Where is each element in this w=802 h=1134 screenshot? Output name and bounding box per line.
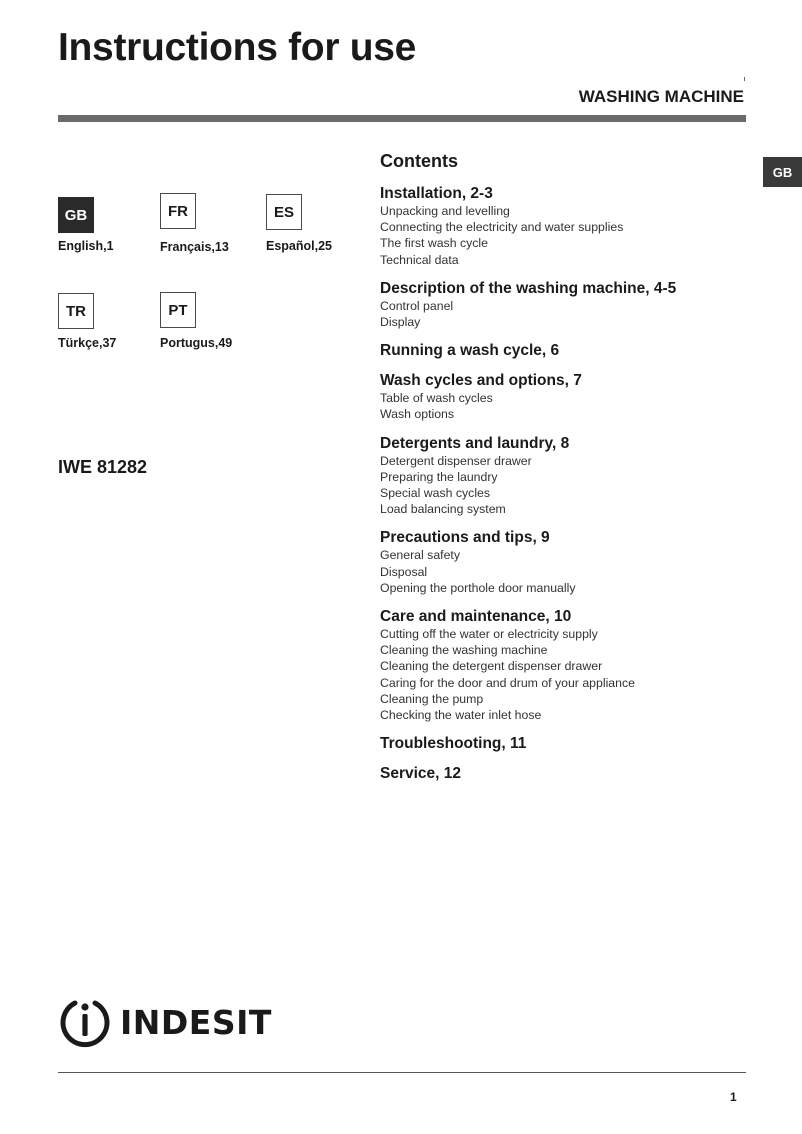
lang-label-pt: Portugus,49 <box>160 336 233 350</box>
toc-section-title[interactable]: Troubleshooting, 11 <box>380 735 527 753</box>
crop-mark <box>744 77 745 81</box>
toc-item[interactable]: The first wash cycle <box>380 236 488 251</box>
toc-section <box>380 528 740 596</box>
toc-item[interactable]: Technical data <box>380 252 459 267</box>
toc-item[interactable]: Special wash cycles <box>380 486 491 501</box>
toc-item[interactable]: Cleaning the washing machine <box>380 643 548 658</box>
lang-label-gb: English,1 <box>58 239 114 253</box>
toc-item[interactable]: Disposal <box>380 564 428 579</box>
toc-item[interactable]: Cleaning the detergent dispenser drawer <box>380 659 603 674</box>
toc-section <box>380 734 740 753</box>
toc-section-title[interactable]: Wash cycles and options, 7 <box>380 372 582 390</box>
toc-item[interactable]: Table of wash cycles <box>380 391 493 406</box>
toc-section <box>380 371 740 422</box>
toc-item[interactable]: Cleaning the pump <box>380 691 484 706</box>
toc-section <box>380 607 740 723</box>
lang-label-tr: Türkçe,37 <box>58 336 117 350</box>
footer-rule <box>58 1072 746 1073</box>
toc-item[interactable]: Connecting the electricity and water supplies <box>380 220 624 235</box>
toc-section-title[interactable]: Service, 12 <box>380 765 462 783</box>
language-side-tab[interactable]: GB <box>763 157 802 187</box>
toc-item[interactable]: Cutting off the water or electricity supply <box>380 627 598 642</box>
page-number: 1 <box>730 1090 737 1104</box>
toc-item[interactable]: General safety <box>380 548 460 563</box>
indesit-power-icon <box>58 995 112 1049</box>
toc-item[interactable]: Display <box>380 315 421 330</box>
toc-section <box>380 341 740 360</box>
brand-name: INDESIT <box>120 1002 272 1042</box>
toc-item[interactable]: Wash options <box>380 407 455 422</box>
toc-item[interactable]: Preparing the laundry <box>380 469 498 484</box>
toc-section-title[interactable]: Running a wash cycle, 6 <box>380 342 560 360</box>
toc-section-title[interactable]: Care and maintenance, 10 <box>380 608 572 626</box>
lang-box-fr[interactable]: FR <box>160 193 196 229</box>
page-title: Instructions for use <box>58 26 417 69</box>
toc-item[interactable]: Caring for the door and drum of your appliance <box>380 675 635 690</box>
toc-section-title[interactable]: Installation, 2-3 <box>380 185 493 202</box>
toc-item[interactable]: Opening the porthole door manually <box>380 580 576 595</box>
toc-item[interactable]: Unpacking and levelling <box>380 204 510 218</box>
lang-label-fr: Français,13 <box>160 240 229 254</box>
lang-box-tr[interactable]: TR <box>58 293 94 329</box>
toc-section-title[interactable]: Precautions and tips, 9 <box>380 529 550 547</box>
toc-section-title[interactable]: Detergents and laundry, 8 <box>380 434 570 452</box>
toc-section <box>380 434 740 518</box>
toc-section <box>380 279 740 330</box>
contents-heading: Contents <box>380 151 458 171</box>
model-number: IWE 81282 <box>58 457 148 477</box>
toc-section <box>380 184 740 268</box>
header-rule <box>58 115 746 122</box>
lang-box-es[interactable]: ES <box>266 194 302 230</box>
toc-item[interactable]: Load balancing system <box>380 502 506 517</box>
toc-section-title[interactable]: Description of the washing machine, 4-5 <box>380 279 677 297</box>
lang-label-es: Español,25 <box>266 239 332 253</box>
lang-box-pt[interactable]: PT <box>160 292 196 328</box>
lang-box-gb[interactable]: GB <box>58 197 94 233</box>
brand-logo <box>58 995 272 1049</box>
toc-item[interactable]: Detergent dispenser drawer <box>380 453 532 468</box>
toc-section <box>380 764 740 783</box>
product-type: WASHING MACHINE <box>578 87 744 106</box>
toc-item[interactable]: Control panel <box>380 298 454 313</box>
toc-item[interactable]: Checking the water inlet hose <box>380 708 542 723</box>
table-of-contents <box>380 150 740 794</box>
